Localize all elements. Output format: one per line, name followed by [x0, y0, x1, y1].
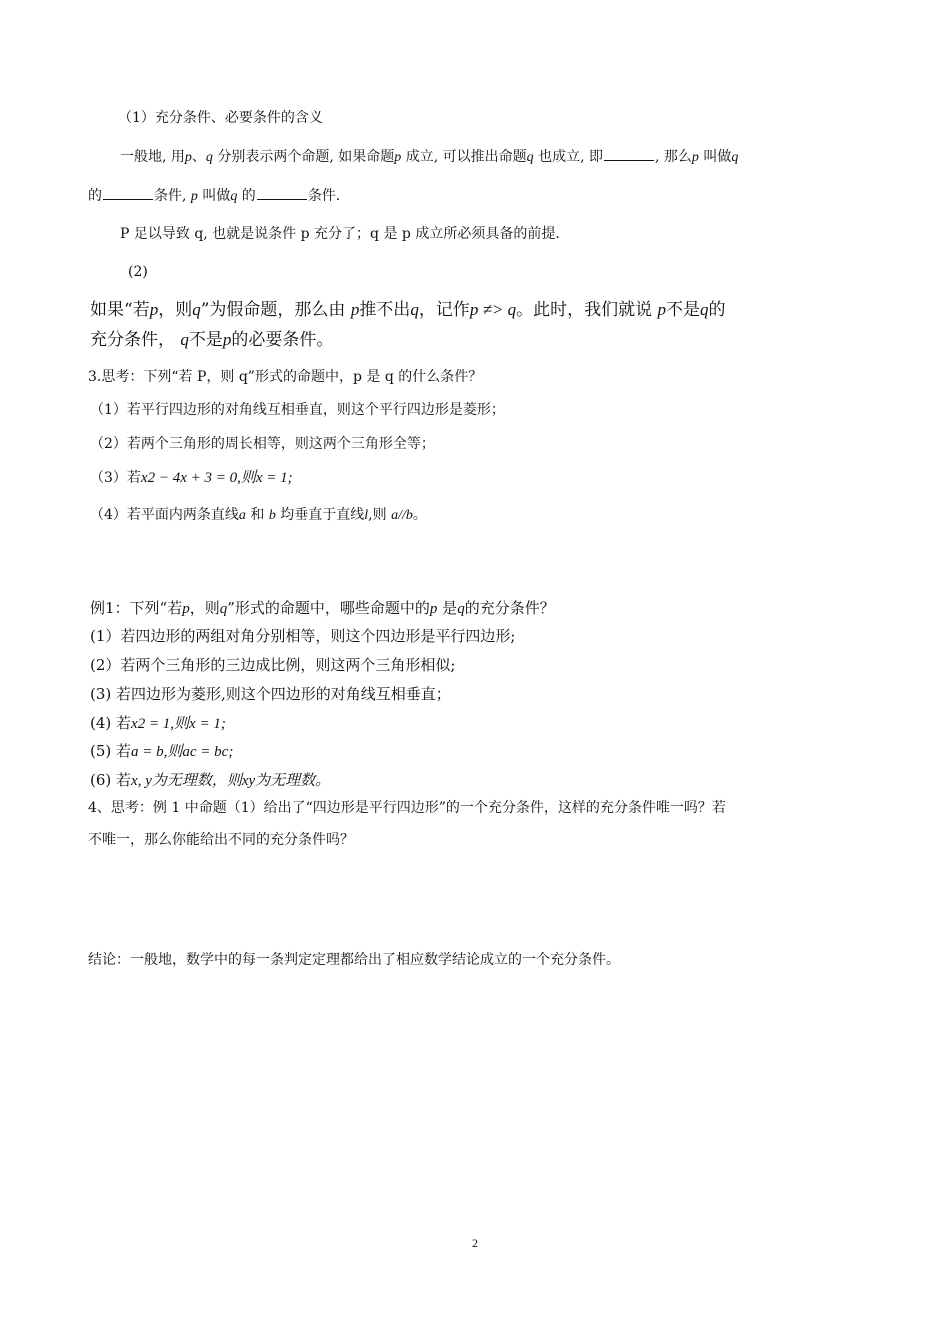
example1-item-3: (3) 若四边形为菱形,则这个四边形的对角线互相垂直；: [90, 685, 451, 703]
example1-title: 例1：下列“若p，则q”形式的命题中，哪些命题中的p 是q的充分条件？: [90, 599, 555, 617]
example1-item-1: (1）若四边形的两组对角分别相等，则这个四边形是平行四边形;: [90, 627, 516, 645]
false-proposition-line-2: 充分条件， q不是p的必要条件。: [90, 330, 334, 350]
example1-item-6: (6) 若x, y为无理数，则xy为无理数。: [90, 771, 331, 789]
section2-label: (2): [128, 264, 148, 280]
think3-item-1: （1）若平行四边形的对角线互相垂直，则这个平行四边形是菱形；: [90, 402, 505, 418]
section1-heading: （1）充分条件、必要条件的含义: [118, 110, 323, 126]
think3-item-3: （3）若x2 − 4x + 3 = 0,则x = 1;: [90, 470, 293, 486]
think3-item-2: （2）若两个三角形的周长相等，则这两个三角形全等；: [90, 436, 435, 452]
explanation-note: P 足以导致 q, 也就是说条件 p 充分了；q 是 p 成立所必须具备的前提.: [120, 226, 560, 242]
example1-item6-formula: x, y为无理数，则xy为无理数。: [131, 773, 331, 789]
definition-line-2: 的 条件, p 叫做q 的 条件.: [88, 185, 340, 207]
think3-title: 3.思考：下列“若 P，则 q”形式的命题中，p 是 q 的什么条件？: [88, 369, 483, 385]
think4-line-1: 4、思考：例 1 中命题（1）给出了“四边形是平行四边形”的一个充分条件，这样的充分条件唯一吗？若: [88, 800, 726, 816]
fill-blank-1[interactable]: [604, 146, 654, 161]
think3-item-4: （4）若平面内两条直线a 和 b 均垂直于直线l,则 a//b。: [90, 507, 427, 523]
example1-item4-formula: x2 = 1,则x = 1;: [131, 716, 226, 732]
conclusion-text: 结论：一般地，数学中的每一条判定定理都给出了相应数学结论成立的一个充分条件。: [88, 952, 620, 968]
example1-item-5: (5) 若a = b,则ac = bc;: [90, 742, 234, 760]
fill-blank-2[interactable]: [103, 185, 153, 200]
page-number: 2: [472, 1236, 478, 1250]
example1-item-2: (2）若两个三角形的三边成比例，则这两个三角形相似;: [90, 656, 456, 674]
example1-item-4: (4) 若x2 = 1,则x = 1;: [90, 714, 226, 732]
think3-item3-formula: x2 − 4x + 3 = 0,则x = 1;: [140, 470, 293, 486]
definition-line-1: 一般地, 用p、q 分别表示两个命题, 如果命题p 成立, 可以推出命题q 也成立, 即 , 那么p 叫做q: [120, 146, 738, 168]
example1-item5-formula: a = b,则ac = bc;: [131, 744, 234, 760]
think4-line-2: 不唯一，那么你能给出不同的充分条件吗？: [88, 832, 354, 848]
false-proposition-line-1: 如果“若p，则q”为假命题，那么由 p推不出q，记作p ≠> q。此时，我们就说 p不是q的: [90, 300, 726, 320]
fill-blank-3[interactable]: [257, 185, 307, 200]
